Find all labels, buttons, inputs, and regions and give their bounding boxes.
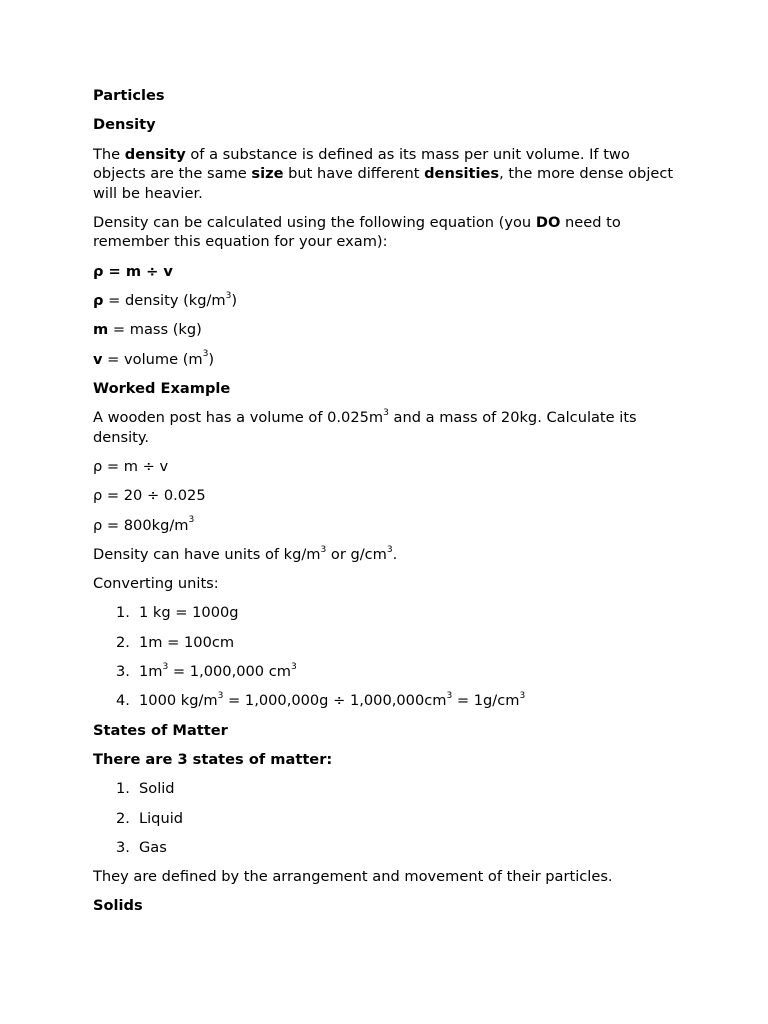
- intro-text-3: but have different: [283, 165, 425, 183]
- state-label: Liquid: [139, 809, 184, 827]
- state-label: Gas: [139, 838, 167, 856]
- v-unit-superscript: 3: [202, 349, 209, 360]
- states-list: [93, 779, 683, 857]
- worked-example-problem: [93, 408, 683, 447]
- equation-intro-bold-do: DO: [535, 213, 561, 231]
- rho-symbol: ρ: [93, 291, 104, 309]
- conversion-text: 1m = 100cm: [139, 633, 235, 651]
- worked-step-1: ρ = m ÷ v: [93, 457, 169, 475]
- rho-unit-superscript: 3: [225, 290, 232, 301]
- intro-text-2: of a substance is defined as its mass per unit volume. If two objects are the same: [93, 145, 630, 183]
- equation-intro-paragraph: [93, 213, 683, 252]
- worked-example-heading: Worked Example: [93, 379, 231, 397]
- conversion-superscript: 3: [162, 661, 169, 672]
- list-item: [93, 809, 683, 829]
- conversion-text: = 1,000,000g ÷ 1,000,000cm: [223, 692, 447, 710]
- conversion-superscript: 3: [519, 691, 526, 702]
- v-symbol: v: [93, 350, 103, 368]
- v-definition-text: = volume (m: [102, 350, 203, 368]
- step-3-text: ρ = 800kg/m: [93, 516, 189, 534]
- conversion-text: 1m: [139, 663, 163, 681]
- m-symbol: m: [93, 321, 109, 339]
- definition-rho: [93, 291, 683, 311]
- density-heading: Density: [93, 116, 156, 134]
- list-number: 3.: [116, 663, 130, 681]
- definition-v: [93, 350, 683, 370]
- rho-definition-text: = density (kg/m: [103, 291, 226, 309]
- conversion-text: = 1,000,000 cm: [168, 663, 291, 681]
- states-intro: There are 3 states of matter:: [93, 750, 333, 768]
- converting-units-heading: Converting units:: [93, 575, 219, 593]
- list-number: 1.: [116, 780, 130, 798]
- density-intro-paragraph: [93, 145, 683, 204]
- m-definition-text: = mass (kg): [108, 321, 202, 339]
- intro-text-1: The: [93, 145, 125, 163]
- conversion-superscript: 3: [290, 661, 297, 672]
- state-label: Solid: [139, 780, 175, 798]
- worked-step-3: [93, 516, 683, 536]
- worked-step-2: ρ = 20 ÷ 0.025: [93, 487, 206, 505]
- intro-bold-density: density: [124, 145, 186, 163]
- units-text-3: .: [392, 545, 398, 563]
- list-number: 2.: [116, 809, 130, 827]
- conversion-list: [93, 603, 683, 710]
- list-item: [93, 633, 683, 653]
- list-item: [93, 838, 683, 858]
- rho-definition-end: ): [231, 291, 238, 309]
- conversion-text: 1 kg = 1000g: [139, 604, 239, 622]
- problem-text-1: A wooden post has a volume of 0.025m: [93, 409, 384, 427]
- problem-superscript: 3: [383, 407, 389, 418]
- density-equation: ρ = m ÷ v: [93, 262, 173, 280]
- list-number: 1.: [116, 604, 130, 622]
- units-superscript-2: 3: [386, 544, 393, 555]
- document-title: Particles: [93, 87, 165, 104]
- intro-text-4: , the more dense object will be heavier.: [93, 165, 674, 202]
- units-superscript-1: 3: [320, 544, 327, 555]
- conversion-text: = 1g/cm: [452, 692, 520, 710]
- definition-m: [93, 320, 683, 340]
- states-of-matter-heading: States of Matter: [93, 721, 228, 739]
- step-3-superscript: 3: [188, 515, 195, 526]
- units-text-2: or g/cm: [326, 545, 387, 563]
- units-text-1: Density can have units of kg/m: [93, 545, 321, 563]
- list-item: [93, 779, 683, 799]
- conversion-superscript: 3: [446, 691, 453, 702]
- list-number: 2.: [116, 633, 130, 651]
- equation-intro-text-1: Density can be calculated using the following equation (you: [93, 213, 536, 231]
- list-number: 3.: [116, 838, 130, 856]
- problem-text-2: and a mass of 20kg. Calculate its density.: [93, 409, 637, 446]
- list-item: [93, 691, 683, 711]
- conversion-superscript: 3: [217, 691, 224, 702]
- list-item: [93, 603, 683, 623]
- list-number: 4.: [116, 692, 130, 710]
- equation-intro-text-2: need to remember this equation for your exam):: [93, 213, 621, 251]
- list-item: [93, 662, 683, 682]
- intro-bold-densities: densities: [424, 165, 500, 183]
- v-definition-end: ): [208, 350, 215, 368]
- units-paragraph: [93, 545, 683, 565]
- states-defined-paragraph: They are defined by the arrangement and movement of their particles.: [93, 868, 613, 886]
- conversion-text: 1000 kg/m: [139, 692, 218, 710]
- solids-heading: Solids: [93, 897, 143, 915]
- intro-bold-size: size: [251, 165, 284, 183]
- document-body: [93, 86, 683, 926]
